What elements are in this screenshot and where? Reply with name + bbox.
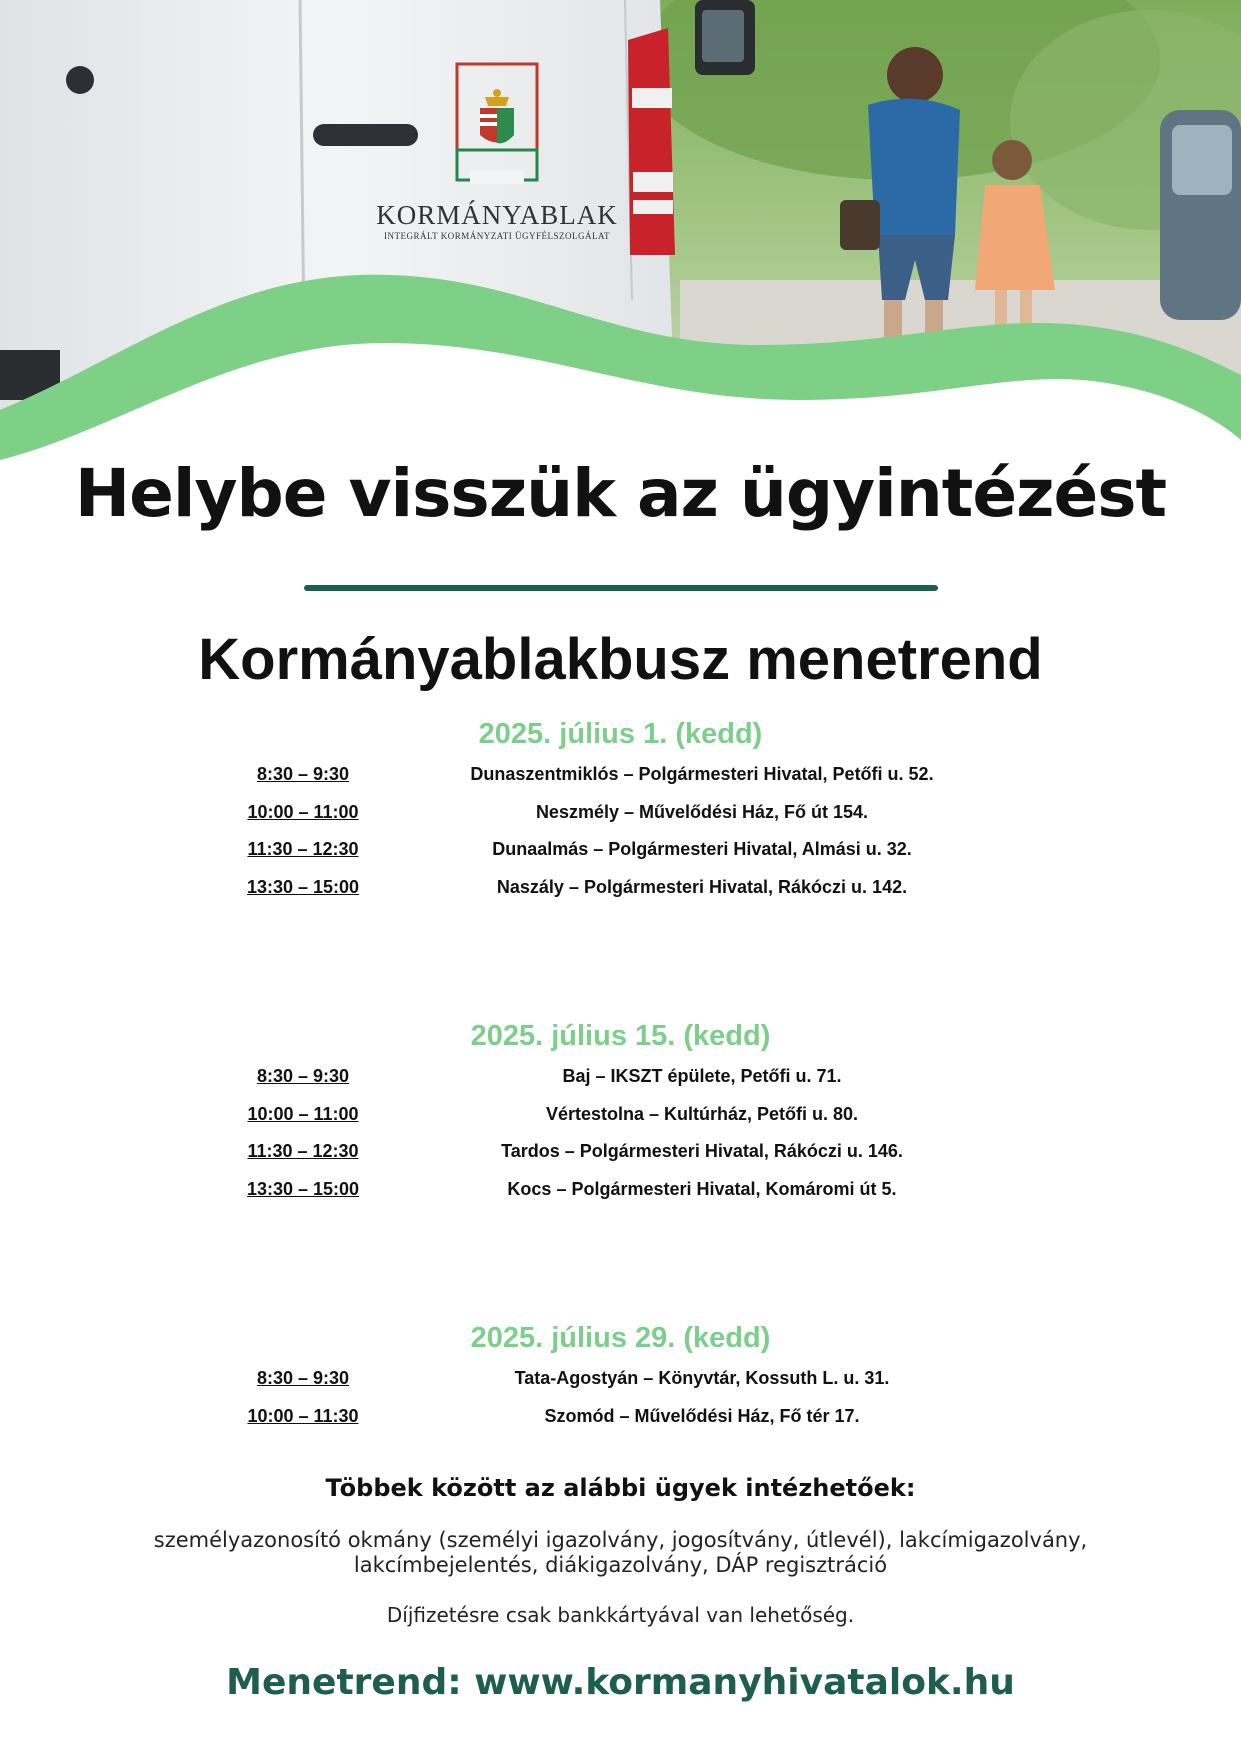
schedule-row	[0, 831, 1241, 869]
stop-time: 10:00 – 11:00	[247, 1103, 359, 1124]
schedule-row	[0, 1096, 1241, 1134]
services-heading: Többek között az alábbi ügyek intézhetőek:	[325, 1474, 916, 1502]
schedule-row	[0, 869, 1241, 907]
schedule-row	[0, 1133, 1241, 1171]
footer-website: Menetrend: www.kormanyhivatalok.hu	[226, 1662, 1015, 1703]
schedule-row	[0, 1398, 1241, 1436]
services-line: személyazonosító okmány (személyi igazolvány, jogosítvány, útlevél), lakcímigazolvány,	[153, 1528, 1088, 1552]
stop-time: 11:30 – 12:30	[247, 1141, 359, 1161]
schedule-row	[0, 1058, 1241, 1096]
schedule-row	[0, 756, 1241, 794]
schedule-title: Kormányablakbusz menetrend	[198, 627, 1043, 692]
stop-time: 8:30 – 9:30	[256, 1368, 350, 1388]
stop-place: Neszmély – Művelődési Ház, Fő út 154.	[535, 801, 869, 822]
schedule-row	[0, 1360, 1241, 1398]
stop-time: 10:00 – 11:00	[247, 801, 359, 822]
stop-time: 10:00 – 11:30	[247, 1405, 359, 1426]
stop-time: 13:30 – 15:00	[246, 1178, 360, 1199]
stop-place: Vértestolna – Kultúrház, Petőfi u. 80.	[545, 1103, 859, 1124]
day-section-1	[0, 712, 1241, 906]
stop-place: Tata-Agostyán – Könyvtár, Kossuth L. u. 31.	[514, 1368, 890, 1388]
stop-place: Dunaszentmiklós – Polgármesteri Hivatal, Petőfi u. 52.	[470, 764, 934, 784]
stop-time: 8:30 – 9:30	[256, 764, 350, 784]
payment-note: Díjfizetésre csak bankkártyával van lehetőség.	[386, 1603, 855, 1627]
schedule-row	[0, 1171, 1241, 1209]
schedule-row	[0, 794, 1241, 832]
stop-place: Naszály – Polgármesteri Hivatal, Rákóczi u. 142.	[496, 876, 908, 897]
stop-place: Tardos – Polgármesteri Hivatal, Rákóczi u. 146.	[501, 1141, 903, 1161]
stop-place: Kocs – Polgármesteri Hivatal, Komáromi út 5.	[507, 1178, 897, 1199]
stop-time: 11:30 – 12:30	[247, 839, 359, 859]
logo-name: KORMÁNYABLAK	[376, 200, 618, 230]
main-title: Helybe visszük az ügyintézést	[74, 455, 1167, 532]
stop-time: 8:30 – 9:30	[256, 1066, 350, 1086]
stop-place: Baj – IKSZT épülete, Petőfi u. 71.	[562, 1066, 842, 1086]
services-line: lakcímbejelentés, diákigazolvány, DÁP regisztráció	[353, 1553, 888, 1577]
stop-place: Szomód – Művelődési Ház, Fő tér 17.	[544, 1405, 860, 1426]
day-date: 2025. július 1. (kedd)	[478, 718, 763, 750]
day-date: 2025. július 29. (kedd)	[470, 1322, 771, 1354]
hero-photo	[0, 0, 1241, 470]
stop-time: 13:30 – 15:00	[246, 876, 360, 897]
day-section-2	[0, 1014, 1241, 1208]
stop-place: Dunaalmás – Polgármesteri Hivatal, Almási u. 32.	[492, 839, 912, 859]
title-divider	[304, 585, 938, 591]
services-list	[130, 1528, 1111, 1578]
day-date: 2025. július 15. (kedd)	[470, 1020, 771, 1052]
day-section-3	[0, 1316, 1241, 1435]
logo-tagline: INTEGRÁLT KORMÁNYZATI ÜGYFÉLSZOLGÁLAT	[384, 231, 610, 241]
